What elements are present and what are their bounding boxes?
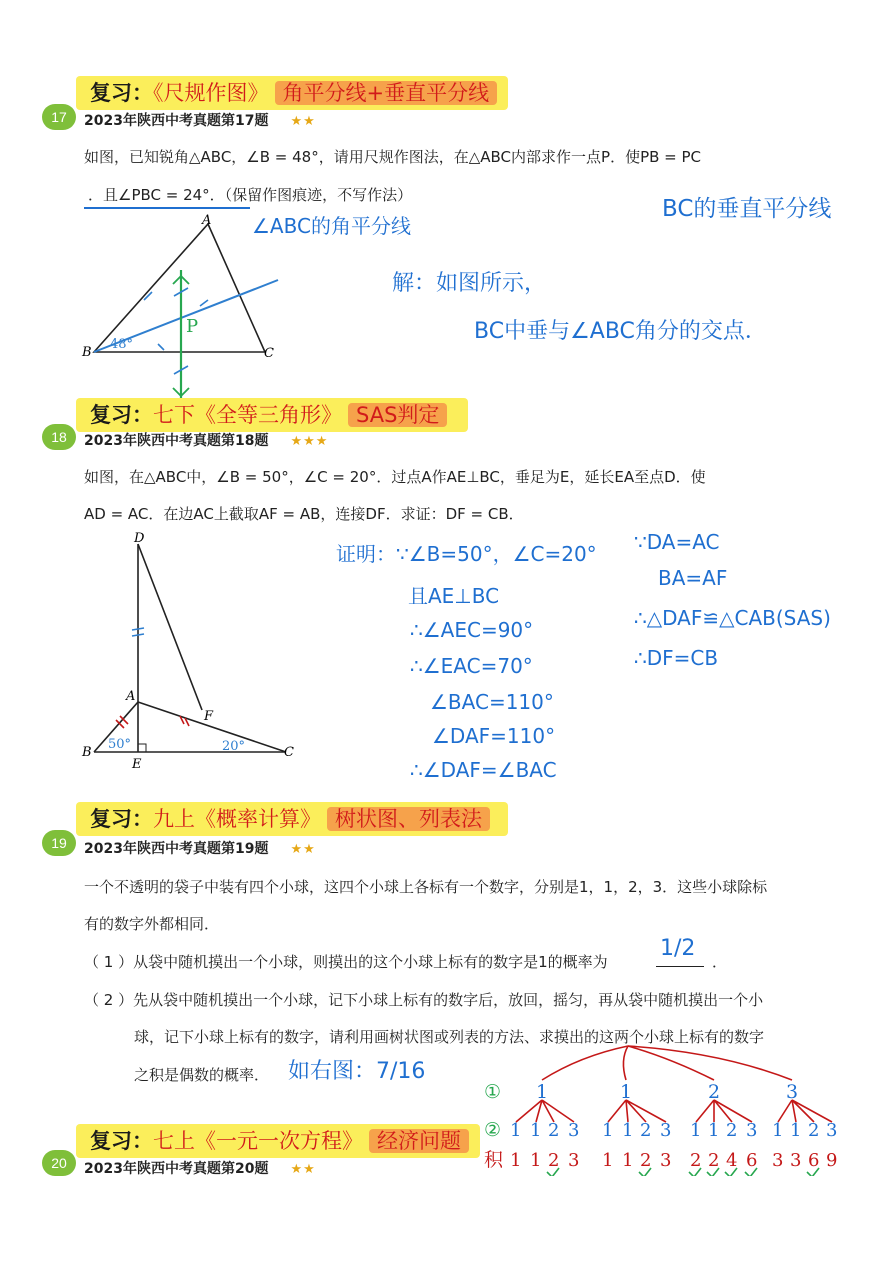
triangle-figure-18 — [80, 530, 310, 775]
proof-line: BA=AF — [658, 566, 728, 590]
review-topic: 角平分线+垂直平分线 — [275, 81, 498, 105]
tree-product: 1 — [510, 1150, 522, 1171]
handwritten-note: BC的垂直平分线 — [662, 196, 832, 222]
tree-product: 2 — [640, 1150, 652, 1171]
tree-first-draw: 1 — [620, 1081, 633, 1103]
question-title — [84, 838, 316, 858]
tree-product-row — [510, 1150, 837, 1171]
tree-second-draw: 3 — [826, 1120, 838, 1141]
tree-second-draw: 1 — [690, 1120, 702, 1141]
question-title — [84, 430, 328, 450]
review-topic: 树状图、列表法 — [327, 807, 490, 831]
review-banner-19 — [76, 802, 508, 836]
handwritten-solution: 解：如图所示， — [392, 271, 547, 296]
tree-first-draw: 3 — [786, 1081, 799, 1103]
tree-second-draw: 1 — [790, 1120, 802, 1141]
question-text-line: 一个不透明的袋子中装有四个小球，这四个小球上各标有一个数字，分别是1，1，2，3．这些小球除标 — [84, 878, 768, 896]
tree-second-draw: 2 — [726, 1120, 738, 1141]
review-prefix: 复习： — [90, 81, 153, 105]
tree-diagram — [470, 1036, 850, 1176]
review-banner-17 — [76, 76, 508, 110]
proof-line: 证明：∵∠B=50°，∠C=20° — [336, 542, 597, 566]
proof-line: ∴∠DAF=∠BAC — [410, 758, 557, 782]
question-text-line: 有的数字外都相同． — [84, 915, 220, 933]
question-title-text: 2023年陕西中考真题第20题 — [84, 1161, 269, 1177]
tree-second-draw: 1 — [530, 1120, 542, 1141]
underline-mark — [84, 207, 250, 209]
proof-line: ∴∠AEC=90° — [410, 618, 534, 642]
vertex-label: D — [134, 531, 145, 546]
sub-question-2: （ 2 ）先从袋中随机摸出一个小球，记下小球上标有的数字后，放回，摇匀，再从袋中随机摸出一个小 — [84, 991, 764, 1009]
vertex-label: C — [284, 745, 294, 760]
review-topic: SAS判定 — [348, 403, 447, 427]
tree-product: 1 — [602, 1150, 614, 1171]
tree-second-draw: 1 — [510, 1120, 522, 1141]
question-number-badge: 17 — [42, 104, 76, 130]
tree-product: 2 — [708, 1150, 720, 1171]
triangle-abc — [94, 224, 265, 352]
point-label-p: P — [186, 316, 199, 337]
review-prefix: 复习： — [90, 1129, 153, 1153]
question-title — [84, 110, 316, 130]
tick-marks-red — [116, 716, 189, 728]
tree-product: 6 — [808, 1150, 820, 1171]
handwritten-solution: BC中垂与∠ABC角分的交点． — [474, 319, 767, 344]
proof-line: ∴△DAF≌△CAB(SAS) — [634, 606, 831, 630]
proof-line: ∴∠EAC=70° — [410, 654, 533, 678]
difficulty-stars: ★★ — [290, 114, 316, 129]
difficulty-stars: ★★ — [290, 842, 316, 857]
proof-line: ∠DAF=110° — [432, 724, 556, 748]
tree-second-draw: 2 — [808, 1120, 820, 1141]
tree-first-draw: 1 — [536, 1081, 549, 1103]
angle-label: 20° — [222, 739, 246, 754]
question-number-badge: 19 — [42, 830, 76, 856]
question-text-line: 如图，在△ABC中，∠B = 50°，∠C = 20°．过点A作AE⊥BC，垂足为E，延长EA至点D．使 — [84, 468, 706, 486]
sub-question-2: 之积是偶数的概率． — [134, 1066, 270, 1084]
question-number-badge: 20 — [42, 1150, 76, 1176]
tree-second-draw: 3 — [660, 1120, 672, 1141]
review-prefix: 复习： — [90, 807, 153, 831]
question-title-text: 2023年陕西中考真题第17题 — [84, 113, 269, 129]
tree-product: 2 — [548, 1150, 560, 1171]
sub-question-2: 球，记下小球上标有的数字，请利用画树状图或列表的方法、求摸出的这两个小球上标有的数字 — [134, 1028, 765, 1046]
proof-line: ∵DA=AC — [634, 530, 720, 554]
answer-blank-line — [656, 966, 704, 967]
vertex-label: E — [132, 757, 142, 772]
sub-question-1: （ 1 ）从袋中随机摸出一个小球，则摸出的这个小球上标有的数字是1的概率为 — [84, 953, 608, 971]
tree-product: 2 — [690, 1150, 702, 1171]
review-book: 九上《概率计算》 — [153, 807, 321, 831]
tree-second-draw: 1 — [708, 1120, 720, 1141]
tree-second-draw: 3 — [568, 1120, 580, 1141]
review-prefix: 复习： — [90, 403, 153, 427]
review-banner-18 — [76, 398, 468, 432]
question-text-line: ．且∠PBC = 24°．（保留作图痕迹，不写作法） — [88, 186, 413, 204]
difficulty-stars: ★★ — [290, 1162, 316, 1177]
tree-product: 3 — [660, 1150, 672, 1171]
sub-question-1-end: ． — [712, 953, 728, 971]
tree-second-draw: 3 — [746, 1120, 758, 1141]
vertex-label: A — [202, 214, 212, 228]
angle-label: 50° — [108, 737, 132, 752]
question-text-line: 如图，已知锐角△ABC，∠B = 48°，请用尺规作图法，在△ABC内部求作一点P．使PB = PC — [84, 148, 702, 166]
tree-row-label: 积 — [484, 1149, 504, 1171]
arc-marks — [144, 288, 208, 374]
vertex-label: B — [82, 745, 92, 760]
segment-df — [138, 544, 202, 710]
tree-second-draw: 1 — [602, 1120, 614, 1141]
difficulty-stars: ★★★ — [290, 434, 329, 449]
review-book: 《尺规作图》 — [153, 81, 269, 105]
tree-product: 6 — [746, 1150, 758, 1171]
review-book: 七上《一元一次方程》 — [153, 1129, 363, 1153]
tree-product: 3 — [790, 1150, 802, 1171]
tree-first-draw: 2 — [708, 1081, 721, 1103]
tree-product: 4 — [726, 1150, 738, 1171]
answer-2: 如右图：7/16 — [288, 1059, 426, 1084]
tree-second-draw: 2 — [548, 1120, 560, 1141]
vertex-label: F — [204, 709, 214, 724]
proof-line: ∠BAC=110° — [430, 690, 554, 714]
proof-line: ∴DF=CB — [634, 646, 719, 670]
vertex-label: C — [264, 346, 274, 361]
tree-row-label: ② — [484, 1119, 502, 1141]
tree-branches — [516, 1046, 832, 1122]
vertex-label: A — [126, 689, 136, 704]
question-title-text: 2023年陕西中考真题第19题 — [84, 841, 269, 857]
triangle-figure-17 — [80, 214, 300, 404]
answer-1: 1/2 — [660, 936, 696, 961]
tree-product: 9 — [826, 1150, 838, 1171]
handwritten-note: ∠ABC的角平分线 — [252, 214, 411, 238]
review-banner-20 — [76, 1124, 480, 1158]
question-title-text: 2023年陕西中考真题第18题 — [84, 433, 269, 449]
tree-second-draw: 1 — [622, 1120, 634, 1141]
tree-product: 3 — [568, 1150, 580, 1171]
tree-product: 1 — [530, 1150, 542, 1171]
review-topic: 经济问题 — [369, 1129, 469, 1153]
tree-product: 3 — [772, 1150, 784, 1171]
question-title — [84, 1158, 316, 1178]
angle-label: 48° — [110, 337, 134, 352]
tree-second-row — [510, 1120, 837, 1141]
question-text-line: AD = AC．在边AC上截取AF = AB，连接DF．求证：DF = CB． — [84, 505, 524, 523]
tree-product: 1 — [622, 1150, 634, 1171]
tree-second-draw: 2 — [640, 1120, 652, 1141]
vertex-label: B — [82, 345, 92, 360]
review-book: 七下《全等三角形》 — [153, 403, 342, 427]
proof-line: 且AE⊥BC — [408, 584, 500, 608]
tree-row-label: ① — [484, 1081, 502, 1103]
tree-second-draw: 1 — [772, 1120, 784, 1141]
right-angle-mark — [138, 744, 146, 752]
question-number-badge: 18 — [42, 424, 76, 450]
